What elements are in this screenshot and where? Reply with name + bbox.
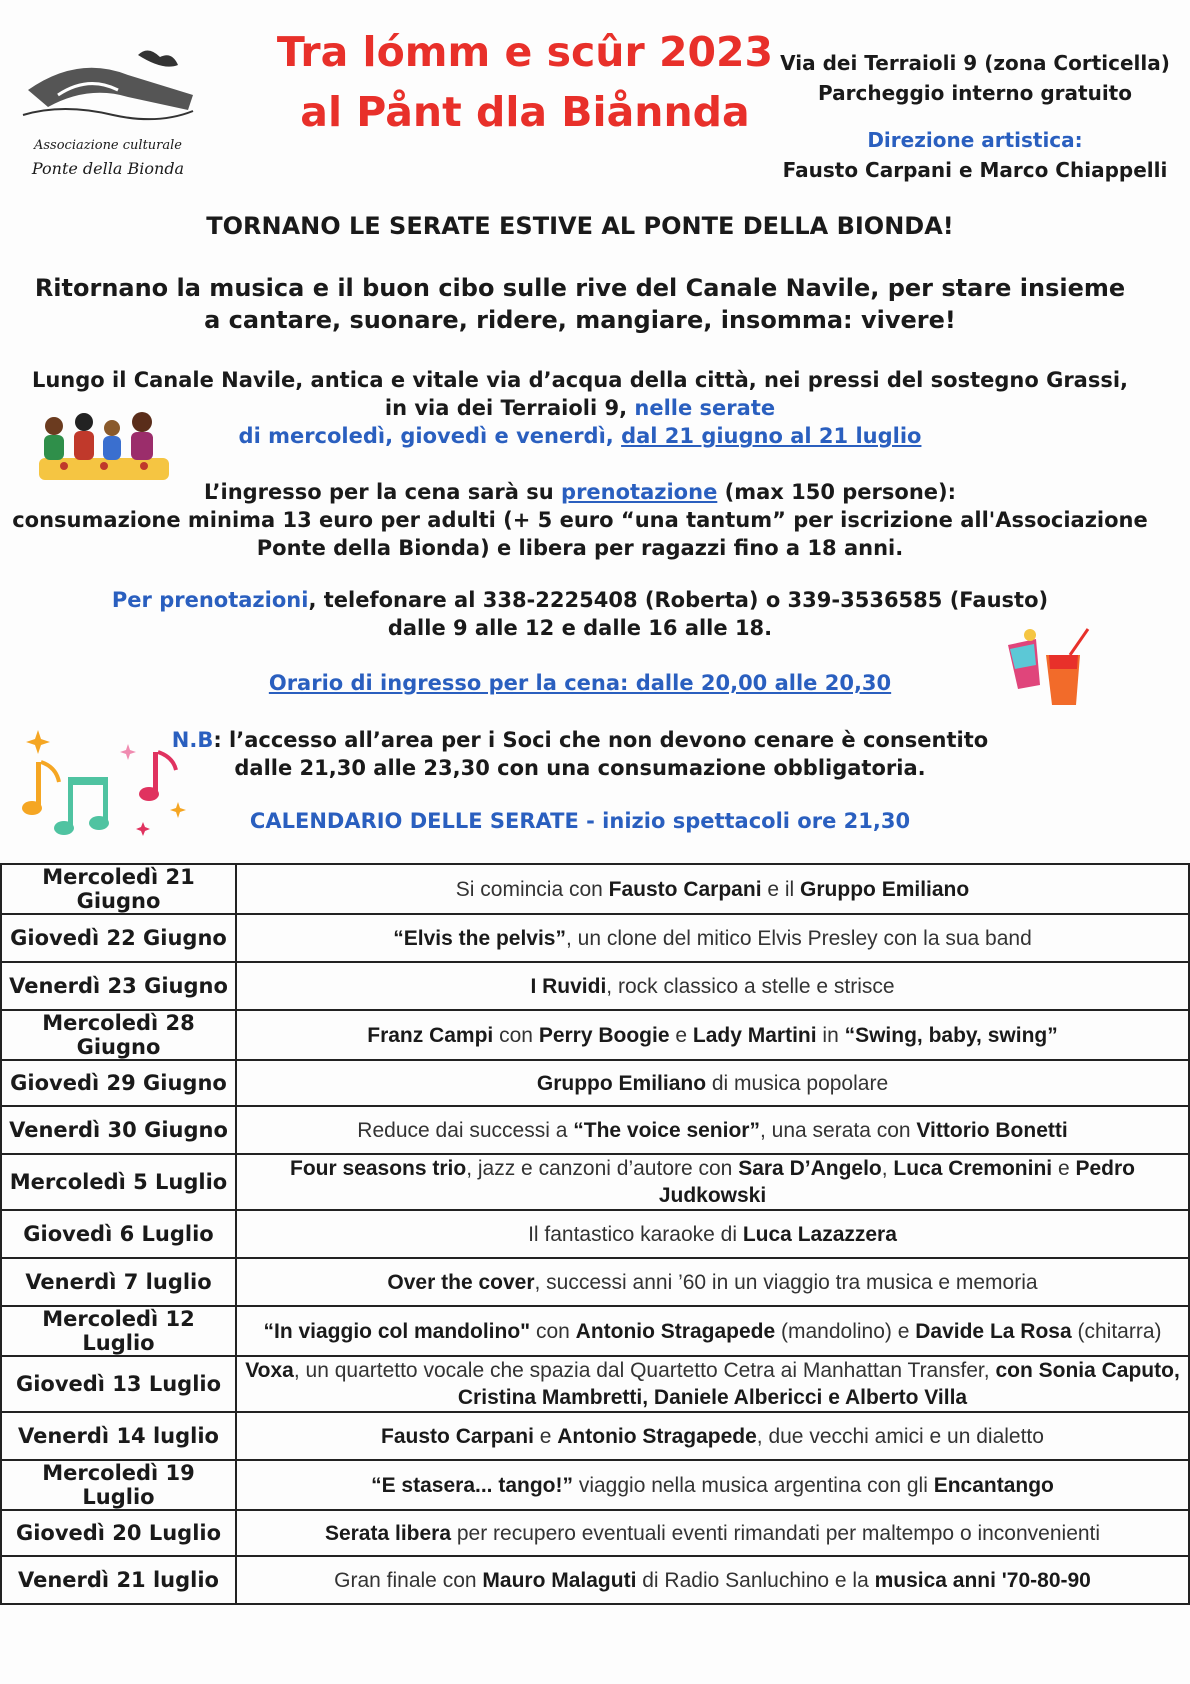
calendar-body <box>1 864 1189 1604</box>
calendar-date: Mercoledì 28 Giugno <box>1 1010 236 1060</box>
calendar-date: Giovedì 13 Luglio <box>1 1356 236 1412</box>
logo-line1: Associazione culturale <box>33 138 182 153</box>
event-text: Gran finale con <box>334 1568 483 1592</box>
calendar-event <box>236 1356 1189 1412</box>
note-line1 <box>0 726 1160 754</box>
event-text: Encantango <box>933 1473 1054 1497</box>
event-text: “E stasera... tango!” <box>371 1473 573 1497</box>
event-text: (mandolino) e <box>775 1319 916 1343</box>
calendar-row <box>1 914 1189 962</box>
calendar-date: Giovedì 6 Luglio <box>1 1210 236 1258</box>
calendar-date: Mercoledì 19 Luglio <box>1 1460 236 1510</box>
booking-paragraph <box>0 478 1160 562</box>
event-text: Lady Martini <box>692 1023 817 1047</box>
calendar-date: Mercoledì 21 Giugno <box>1 864 236 914</box>
event-text: Vittorio Bonetti <box>916 1118 1068 1142</box>
note-paragraph <box>0 726 1160 782</box>
event-text: Antonio Stragapede <box>557 1424 757 1448</box>
phone-label: Per prenotazioni <box>111 588 309 612</box>
event-text: “In viaggio col mandolino" <box>263 1319 531 1343</box>
cocktail-drinks-icon <box>1000 625 1100 715</box>
event-text: Luca Cremonini <box>893 1157 1053 1180</box>
calendar-row <box>1 1460 1189 1510</box>
calendar-event <box>236 1412 1189 1460</box>
calendar-row <box>1 1356 1189 1412</box>
calendar-date: Venerdì 23 Giugno <box>1 962 236 1010</box>
calendar-event <box>236 1010 1189 1060</box>
calendar-event <box>236 1510 1189 1556</box>
event-text: e il <box>761 877 801 901</box>
event-text: Davide La Rosa <box>915 1319 1072 1343</box>
event-text: con <box>493 1023 539 1047</box>
calendar-event <box>236 1106 1189 1154</box>
event-text: di Radio Sanluchino e la <box>636 1568 875 1592</box>
logo-line2: Ponte della Bionda <box>31 159 185 178</box>
calendar-row <box>1 1210 1189 1258</box>
location-line3 <box>0 422 1160 450</box>
event-text: , jazz e canzoni d’autore con <box>466 1157 739 1180</box>
dinner-illustration <box>34 408 174 488</box>
calendar-event <box>236 1306 1189 1356</box>
event-text: Gruppo Emiliano <box>800 877 970 901</box>
dates-link[interactable]: dal 21 giugno al 21 luglio <box>621 424 922 448</box>
calendar-row <box>1 1510 1189 1556</box>
address-line1: Via dei Terraioli 9 (zona Corticella) <box>780 51 1170 75</box>
booking-link[interactable]: prenotazione <box>561 480 718 504</box>
intro <box>0 272 1160 336</box>
event-text: Four seasons trio <box>290 1157 467 1180</box>
event-text: , un quartetto vocale che spazia dal Quartetto Cetra ai Manhattan Transfer, <box>293 1359 996 1382</box>
event-text: e <box>669 1023 693 1047</box>
calendar-event <box>236 1556 1189 1604</box>
event-text: e <box>533 1424 558 1448</box>
page-title <box>270 22 780 142</box>
intro-line2: a cantare, suonare, ridere, mangiare, insomma: vivere! <box>204 306 956 334</box>
calendar-date: Venerdì 21 luglio <box>1 1556 236 1604</box>
calendar-date: Giovedì 29 Giugno <box>1 1060 236 1106</box>
calendar-event <box>236 1210 1189 1258</box>
calendar-title: CALENDARIO DELLE SERATE - inizio spettacoli ore 21,30 <box>249 809 911 833</box>
booking-line2: consumazione minima 13 euro per adulti (+ 5 euro “una tantum” per iscrizione all'Associazione <box>12 508 1148 532</box>
calendar-row <box>1 1010 1189 1060</box>
calendar-row <box>1 1106 1189 1154</box>
event-text: Antonio Stragapede <box>575 1319 776 1343</box>
location-line2 <box>0 394 1160 422</box>
booking-line1-pre: L’ingresso per la cena sarà su <box>203 480 554 504</box>
location-line1: Lungo il Canale Navile, antica e vitale via d’acqua della città, nei pressi del sostegno Grassi, <box>31 368 1129 392</box>
calendar-row <box>1 1412 1189 1460</box>
event-text: per recupero eventuali eventi rimandati per maltempo o inconvenienti <box>451 1521 1101 1545</box>
note-line1-text: : l’accesso all’area per i Soci che non devono cenare è consentito <box>213 728 989 752</box>
event-text: con <box>530 1319 576 1343</box>
direction-block <box>775 125 1175 185</box>
event-text: con Sonia Caputo, Cristina Mambretti, Daniele Albericci e Alberto Villa <box>457 1359 1180 1409</box>
event-text: Serata libera <box>324 1521 452 1545</box>
event-text: Fausto Carpani <box>381 1424 534 1448</box>
booking-line1-post: (max 150 persone): <box>724 480 957 504</box>
calendar-event <box>236 1258 1189 1306</box>
location-line3-blue: di mercoledì, giovedì e venerdì, <box>238 424 614 448</box>
event-text: (chitarra) <box>1071 1319 1162 1343</box>
event-text: “Swing, baby, swing” <box>844 1023 1058 1047</box>
event-text: Sara D’Angelo <box>738 1157 882 1180</box>
association-logo <box>18 35 198 185</box>
calendar-event <box>236 962 1189 1010</box>
title-line1: Tra lómm e scûr 2023 <box>276 28 774 76</box>
entry-time-link[interactable]: Orario di ingresso per la cena: dalle 20,00 alle 20,30 <box>268 671 892 695</box>
calendar-date: Giovedì 20 Luglio <box>1 1510 236 1556</box>
event-text: viaggio nella musica argentina con gli <box>572 1473 934 1497</box>
calendar-row <box>1 1556 1189 1604</box>
calendar-row <box>1 1258 1189 1306</box>
entry-time-row <box>0 669 1160 697</box>
calendar-row <box>1 864 1189 914</box>
location-paragraph <box>0 366 1160 450</box>
phone-paragraph <box>0 586 1160 642</box>
address-block <box>775 48 1175 108</box>
event-text: Reduce dai successi a <box>357 1118 574 1142</box>
calendar-event <box>236 1060 1189 1106</box>
event-text: e <box>1052 1157 1076 1180</box>
event-text: Fausto Carpani <box>608 877 762 901</box>
calendar-date: Giovedì 22 Giugno <box>1 914 236 962</box>
calendar-date: Mercoledì 5 Luglio <box>1 1154 236 1210</box>
event-text: “Elvis the pelvis” <box>393 926 566 950</box>
event-text: , successi anni ’60 in un viaggio tra musica e memoria <box>534 1270 1038 1294</box>
calendar-event <box>236 914 1189 962</box>
calendar-date: Venerdì 14 luglio <box>1 1412 236 1460</box>
calendar-date: Venerdì 30 Giugno <box>1 1106 236 1154</box>
family-dinner-icon <box>34 408 174 488</box>
event-text: , rock classico a stelle e strisce <box>606 974 895 998</box>
event-text: , una serata con <box>759 1118 917 1142</box>
event-text: in <box>816 1023 845 1047</box>
event-text: , due vecchi amici e un dialetto <box>756 1424 1044 1448</box>
intro-line1: Ritornano la musica e il buon cibo sulle rive del Canale Navile, per stare insieme <box>34 274 1126 302</box>
calendar-event <box>236 1154 1189 1210</box>
calendar-date: Mercoledì 12 Luglio <box>1 1306 236 1356</box>
direction-label: Direzione artistica: <box>867 128 1083 152</box>
event-text: di musica popolare <box>706 1071 889 1095</box>
event-text: Voxa <box>245 1359 294 1382</box>
calendar-row <box>1 1306 1189 1356</box>
phone-text: , telefonare al 338-2225408 (Roberta) o 339-3536585 (Fausto) <box>308 588 1049 612</box>
note-line2: dalle 21,30 alle 23,30 con una consumazione obbligatoria. <box>234 756 926 780</box>
calendar-date: Venerdì 7 luglio <box>1 1258 236 1306</box>
phone-line1 <box>0 586 1160 614</box>
location-line2-text: in via dei Terraioli 9, <box>384 396 628 420</box>
event-text: Perry Boogie <box>538 1023 670 1047</box>
address-line2: Parcheggio interno gratuito <box>818 81 1132 105</box>
headline: TORNANO LE SERATE ESTIVE AL PONTE DELLA BIONDA! <box>206 212 954 240</box>
event-text: , un clone del mitico Elvis Presley con la sua band <box>566 926 1032 950</box>
location-line2-blue: nelle serate <box>634 396 776 420</box>
calendar-row <box>1 1154 1189 1210</box>
event-text: Over the cover <box>387 1270 535 1294</box>
booking-line3: Ponte della Bionda) e libera per ragazzi fino a 18 anni. <box>256 536 904 560</box>
event-text: Pedro Judkowski <box>658 1157 1135 1207</box>
drinks-illustration <box>1000 625 1100 715</box>
event-text: Gruppo Emiliano <box>536 1071 707 1095</box>
event-text: musica anni '70-80-90 <box>874 1568 1091 1592</box>
event-text: , <box>881 1157 894 1180</box>
direction-names: Fausto Carpani e Marco Chiappelli <box>782 158 1168 182</box>
event-text: Franz Campi <box>367 1023 494 1047</box>
event-text: Si comincia con <box>455 877 609 901</box>
calendar-row <box>1 1060 1189 1106</box>
booking-line1 <box>0 478 1160 506</box>
event-text: Il fantastico karaoke di <box>528 1222 743 1246</box>
calendar-event <box>236 864 1189 914</box>
event-text: I Ruvidi <box>530 974 607 998</box>
title-line2: al Pånt dla Biånnda <box>300 88 750 136</box>
calendar-row <box>1 962 1189 1010</box>
event-text: Luca Lazazzera <box>742 1222 897 1246</box>
event-text: “The voice senior” <box>573 1118 760 1142</box>
note-label: N.B <box>171 728 214 752</box>
event-text: Mauro Malaguti <box>482 1568 637 1592</box>
phone-hours: dalle 9 alle 12 e dalle 16 alle 18. <box>387 616 773 640</box>
bridge-logo-icon <box>18 35 198 130</box>
calendar-event <box>236 1460 1189 1510</box>
calendar-table <box>0 863 1190 1605</box>
